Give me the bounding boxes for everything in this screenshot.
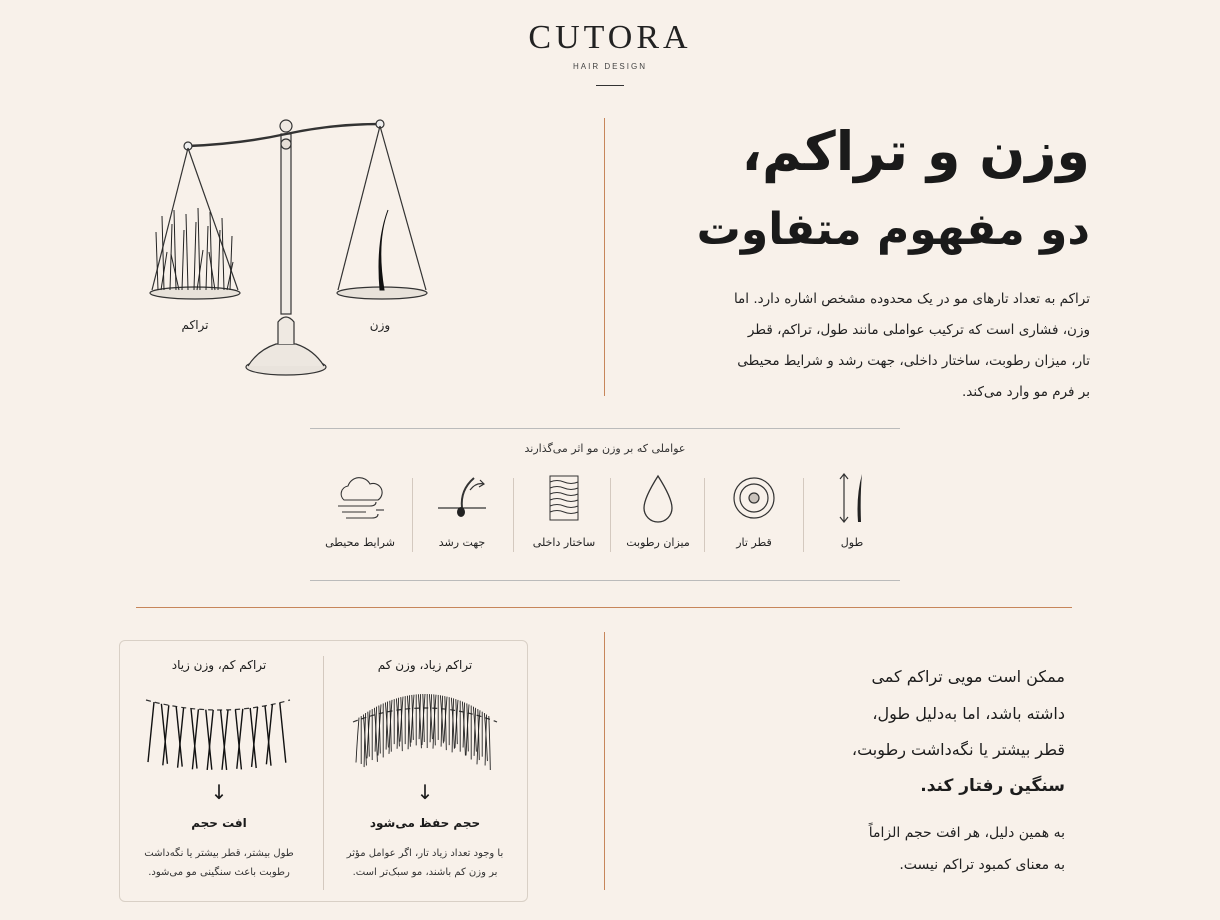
growth-direction-icon xyxy=(432,470,492,530)
top-divider-vertical xyxy=(604,118,605,396)
factor-diameter xyxy=(704,470,804,549)
hair-strand xyxy=(265,706,271,766)
brand-header xyxy=(0,20,1220,86)
hair-strand xyxy=(235,709,241,769)
brand-tagline: HAIR DESIGN xyxy=(572,62,647,71)
length-arrows-icon xyxy=(830,470,874,530)
factor-moisture xyxy=(608,470,708,549)
hair-strand xyxy=(356,718,359,763)
balance-scale-icon xyxy=(140,112,440,382)
note-line-3: قطر بیشتر یا نگه‌داشت رطوبت، xyxy=(851,740,1065,759)
factor-label: جهت رشد xyxy=(438,536,486,549)
factor-length xyxy=(802,470,902,549)
comparison-right-title: تراکم زیاد، وزن کم xyxy=(377,658,473,672)
factor-label: میزان رطوبت xyxy=(626,536,690,549)
factor-separator xyxy=(412,478,413,552)
comparison-right-result: حجم حفظ می‌شود xyxy=(369,816,481,830)
hair-strand xyxy=(178,708,184,768)
note-small-line-1: به همین دلیل، هر افت حجم الزاماً xyxy=(868,825,1065,841)
page-title-line2: دو مفهوم متفاوت xyxy=(696,204,1090,255)
comparison-left-title: تراکم کم، وزن زیاد xyxy=(171,658,267,672)
hair-strand xyxy=(400,697,403,742)
comparison-left-desc-2: رطوبت باعث سنگینی مو می‌شود. xyxy=(148,867,290,878)
water-drop-icon xyxy=(628,470,688,530)
comparison-right-desc-1: با وجود تعداد زیاد تار، اگر عوامل مؤثر xyxy=(346,848,504,859)
arrow-down-icon: ↓ xyxy=(210,780,228,804)
comparison-left-result: افت حجم xyxy=(191,816,247,830)
hair-strand xyxy=(192,709,198,769)
factors-title: عواملی که بر وزن مو اثر می‌گذارند xyxy=(524,442,686,455)
factor-label: شرایط محیطی xyxy=(325,536,395,549)
factor-label: ساختار داخلی xyxy=(532,536,596,549)
factor-label: طول xyxy=(840,536,864,549)
brand-name: CUTORA xyxy=(528,19,692,56)
balance-scale-illustration xyxy=(140,112,440,382)
comparison-left-desc-1: طول بیشتر، قطر بیشتر یا نگه‌داشت xyxy=(144,848,294,859)
hair-strand xyxy=(489,716,491,770)
dense-hair-icon xyxy=(345,684,505,774)
comparison-card-separator xyxy=(323,656,324,890)
factor-separator xyxy=(513,478,514,552)
hair-strand xyxy=(250,708,256,768)
note-line-2: داشته باشد، اما به‌دلیل طول، xyxy=(872,704,1065,723)
note-small-line-2: به معنای کمبود تراکم نیست. xyxy=(899,857,1065,873)
hair-strand xyxy=(163,705,169,765)
factors-bottom-rule xyxy=(310,580,900,581)
section-divider xyxy=(136,607,1072,608)
hair-diameter-icon xyxy=(724,470,784,530)
note-line-1: ممکن است مویی تراکم کمی xyxy=(871,667,1065,686)
hair-strand xyxy=(280,703,286,763)
factor-label: قطر تار xyxy=(736,536,772,549)
hair-strand xyxy=(207,710,213,770)
bottom-divider-vertical xyxy=(604,632,605,890)
page-title-line1: وزن و تراکم، xyxy=(741,120,1090,183)
factors-top-rule xyxy=(310,428,900,429)
factor-environment xyxy=(310,470,410,549)
factor-structure xyxy=(514,470,614,549)
comparison-right-desc-2: بر وزن کم باشند، مو سبک‌تر است. xyxy=(352,867,498,878)
intro-paragraph: تراکم به تعداد تارهای مو در یک محدوده مشخص اشاره دارد. اما وزن، فشاری است که ترکیب عواملی مانند طول، تراکم، قطر تار، میزان رطوبت، ساختار داخلی، جهت رشد و شرایط محیطی بر فرم مو وارد می‌کند. xyxy=(733,291,1090,400)
dense-hair-illustration xyxy=(345,684,505,774)
hair-strand xyxy=(221,710,227,770)
sparse-hair-illustration xyxy=(140,684,300,774)
note-emphasis: سنگین رفتار کند. xyxy=(920,776,1065,796)
factor-growth xyxy=(412,470,512,549)
scale-right-label: وزن xyxy=(369,318,391,332)
inner-structure-icon xyxy=(534,470,594,530)
scale-left-label: تراکم xyxy=(181,318,209,332)
brand-divider xyxy=(596,85,624,86)
hair-strand xyxy=(148,702,154,762)
arrow-down-icon: ↓ xyxy=(416,780,434,804)
cloud-wind-icon xyxy=(330,470,390,530)
sparse-hair-icon xyxy=(140,684,300,774)
